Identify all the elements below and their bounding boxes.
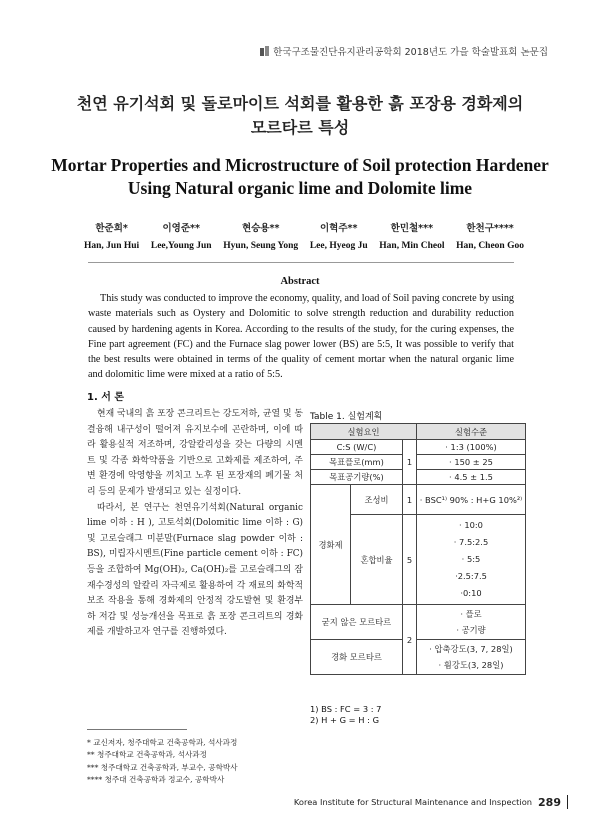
table-cell: 목표공기량(%): [311, 470, 403, 485]
measure-item: · 플로: [460, 609, 482, 619]
korean-title: [0, 92, 600, 140]
table-cell: 1: [403, 440, 417, 485]
author: [310, 220, 368, 251]
author-name-ko: 이영준**: [162, 223, 200, 234]
mix-value: ·0:10: [460, 588, 482, 598]
footnote: **** 청주대 건축공학과 정교수, 공학박사: [87, 774, 225, 784]
english-title: [0, 154, 600, 200]
table-header-row: [311, 424, 526, 440]
section-heading: 1. 서 론: [87, 392, 125, 403]
footnote: *** 청주대학교 건축공학과, 부교수, 공학박사: [87, 762, 238, 772]
table-row: [311, 605, 526, 640]
measure-item: · 압축강도(3, 7, 28일): [429, 644, 513, 654]
header-text: 한국구조물진단유지관리공학회 2018년도 가을 학술발표회 논문집: [273, 47, 548, 58]
table-cell: 5: [403, 515, 417, 605]
table-notes: [310, 704, 381, 725]
author-name-ko: 한준희*: [95, 223, 128, 234]
table-cell: 조성비: [351, 485, 403, 515]
mix-value: · 7.5:2.5: [453, 537, 489, 547]
korean-title-line-1: 천연 유기석회 및 돌로마이트 석회를 활용한 흙 포장용 경화제의: [76, 94, 524, 113]
mix-value: · 10:0: [459, 520, 483, 530]
author: [456, 220, 524, 251]
table-cell: C:S (W/C): [311, 440, 403, 455]
paragraph: 현재 국내의 흙 포장 콘크리트는 강도저하, 균열 및 동결융해 내구성이 떨어져 유지보수에 곤란하며, 이에 따라 활용실적 저조하며, 강알칼리성을 갖는 다량의 시멘트 및 각종 화학약품을 기반으로 고화제를 제조하여, 주변 환경에 악영향을 끼치고 노후 된 포장재의 폐기물 처리 등의 문제가 발생되고 있는 실정이다.: [87, 409, 303, 497]
table-cell: · 4.5 ± 1.5: [417, 470, 526, 485]
table-cell: [417, 640, 526, 675]
abstract-heading: Abstract: [280, 276, 320, 287]
body-text: [87, 407, 303, 641]
table-note: 2) H + G = H : G: [310, 714, 380, 725]
table-row: [311, 440, 526, 455]
english-title-line-2: Using Natural organic lime and Dolomite lime: [127, 178, 473, 198]
author: [379, 220, 444, 251]
author-name-en: Han, Cheon Goo: [456, 241, 524, 251]
page-footer: [294, 795, 568, 809]
table-cell: [417, 605, 526, 640]
english-title-line-1: Mortar Properties and Microstructure of Soil protection Hardener: [51, 155, 549, 175]
abstract-text: This study was conducted to improve the economy, quality, and load of Soil paving concrete by using waste materials such as Oystery and Dolomitic to solve strength reduction and durability reduction caused by hardening agents in Korea. According to the results of the study, for the curing expenses, the Fine part agreement (FC) and the Furnace slag power lower (BS) are 5:5, It was possible to verify that the best results were obtained in terms of the quality of cement mortar when the natural organic lime and dolomitic lime were mixed at a ratio of 5:5.: [88, 293, 515, 381]
divider: [88, 262, 514, 263]
table-cell: 1: [403, 485, 417, 515]
author: [84, 220, 139, 251]
measure-item: · 공기량: [456, 625, 486, 635]
table-cell: · BSC¹⁾ 90% : H+G 10%²⁾: [417, 485, 526, 515]
author-name-en: Hyun, Seung Yong: [223, 241, 299, 251]
author-name-ko: 현승용**: [241, 223, 280, 234]
footnotes: [87, 737, 238, 786]
table-cell: 혼합비율: [351, 515, 403, 605]
footer-divider: [567, 795, 568, 809]
author-name-ko: 한민철***: [390, 223, 434, 234]
table-cell: [417, 515, 526, 605]
author: [151, 220, 212, 251]
table-cell: 목표플로(mm): [311, 455, 403, 470]
table-cell: 2: [403, 605, 417, 675]
header-cell: 실험요인: [311, 424, 417, 440]
footnote: * 교신저자, 청주대학교 건축공학과, 석사과정: [87, 738, 238, 747]
table-cell: 굳지 않은 모르타르: [311, 605, 403, 640]
mix-value: ·2.5:7.5: [455, 571, 487, 581]
author-name-en: Lee,Young Jun: [150, 241, 212, 251]
author-name-ko: 이혁주**: [319, 223, 358, 234]
table-note: 1) BS : FC = 3 : 7: [310, 704, 382, 714]
author-name-en: Han, Jun Hui: [84, 241, 140, 251]
experiment-table: [310, 423, 526, 675]
footer-text: Korea Institute for Structural Maintenance and Inspection: [293, 797, 533, 807]
building-icon: [260, 46, 269, 56]
table-row: [311, 455, 526, 470]
mix-value: · 5:5: [461, 554, 481, 564]
table-cell: 경화제: [311, 485, 351, 605]
header-cell: 실험수준: [417, 424, 526, 440]
table-cell: · 150 ± 25: [417, 455, 526, 470]
author-name-en: Han, Min Cheol: [379, 241, 445, 251]
running-header: [260, 44, 548, 58]
measure-item: · 휨강도(3, 28일): [438, 660, 504, 670]
table-row: [311, 485, 526, 515]
table-row: [311, 640, 526, 675]
korean-title-line-2: 모르타르 특성: [250, 118, 350, 137]
author-list: [84, 220, 524, 251]
page-number: 289: [538, 795, 561, 809]
author-name-en: Lee, Hyeog Ju: [309, 241, 368, 251]
paragraph: 따라서, 본 연구는 천연유기석회(Natural organic lime 이하 : H ), 고토석회(Dolomitic lime 이하 : G) 및 고로슬래그 미분말(Furnace slag powder 이하 : BS), 미립자시멘트(Fine particle cement 이하 : FC) 등을 조합하여 Mg(OH)₂, Ca(OH)₂를 고로슬래그의 잠재수경성의 알칼리 자극제로 활용하여 각 재료의 화학적 보조 작용을 통해 경화제의 안정적 강도발현 및 환경부하 저감 및 성능개선을 목표로 흙 포장 콘크리트의 경화제를 개발하고자 연구를 진행하였다.: [87, 502, 303, 638]
table-row: [311, 470, 526, 485]
table-caption: Table 1. 실험계획: [310, 412, 383, 422]
footnote-divider: [87, 729, 187, 730]
table-cell: · 1:3 (100%): [417, 440, 526, 455]
table-cell: 경화 모르타르: [311, 640, 403, 675]
footnote: ** 청주대학교 건축공학과, 석사과정: [87, 750, 207, 760]
author: [223, 220, 298, 251]
author-name-ko: 한천구****: [466, 223, 514, 234]
